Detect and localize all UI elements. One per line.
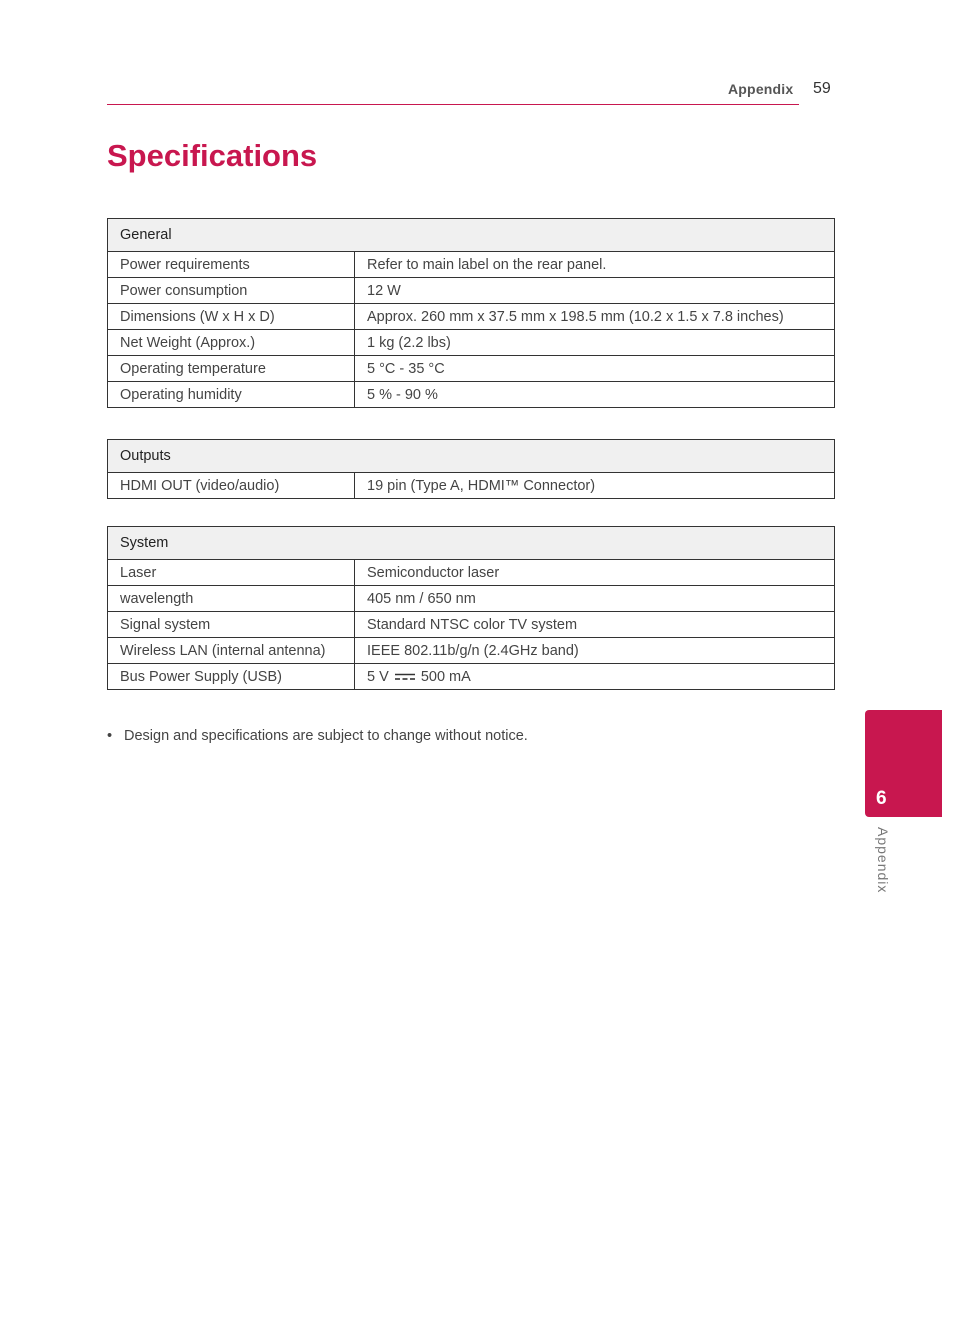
table-row bbox=[108, 638, 835, 664]
spec-value: 12 W bbox=[355, 278, 835, 304]
spec-label: Laser bbox=[108, 560, 355, 586]
spec-value: 405 nm / 650 nm bbox=[355, 586, 835, 612]
system-spec-table bbox=[107, 526, 835, 690]
spec-label: Bus Power Supply (USB) bbox=[108, 664, 355, 690]
spec-label: Net Weight (Approx.) bbox=[108, 330, 355, 356]
outputs-spec-table bbox=[107, 439, 835, 499]
chapter-tab-label: Appendix bbox=[875, 827, 891, 894]
spec-value: Refer to main label on the rear panel. bbox=[355, 252, 835, 278]
spec-value: 5 % - 90 % bbox=[355, 382, 835, 408]
spec-label: Operating temperature bbox=[108, 356, 355, 382]
header-rule bbox=[107, 104, 799, 105]
page-number: 59 bbox=[813, 80, 831, 97]
bullet-icon: • bbox=[107, 728, 113, 744]
spec-label: Wireless LAN (internal antenna) bbox=[108, 638, 355, 664]
spec-label: Power requirements bbox=[108, 252, 355, 278]
table-row bbox=[108, 356, 835, 382]
spec-value: 5 °C - 35 °C bbox=[355, 356, 835, 382]
spec-note bbox=[107, 728, 528, 744]
table-row bbox=[108, 382, 835, 408]
table-row bbox=[108, 586, 835, 612]
outputs-heading: Outputs bbox=[108, 440, 835, 473]
table-row bbox=[108, 473, 835, 499]
chapter-tab bbox=[865, 710, 942, 817]
chapter-number: 6 bbox=[876, 788, 887, 809]
current-value: 500 mA bbox=[420, 668, 471, 685]
spec-value: Semiconductor laser bbox=[355, 560, 835, 586]
table-row bbox=[108, 560, 835, 586]
voltage-value: 5 V bbox=[367, 668, 389, 685]
table-header-row bbox=[108, 440, 835, 473]
spec-label: wavelength bbox=[108, 586, 355, 612]
spec-value: 1 kg (2.2 lbs) bbox=[355, 330, 835, 356]
table-header-row bbox=[108, 219, 835, 252]
note-text: Design and specifications are subject to change without notice. bbox=[124, 728, 528, 744]
general-spec-table bbox=[107, 218, 835, 408]
spec-value: Standard NTSC color TV system bbox=[355, 612, 835, 638]
spec-label: Operating humidity bbox=[108, 382, 355, 408]
spec-label: HDMI OUT (video/audio) bbox=[108, 473, 355, 499]
spec-label: Dimensions (W x H x D) bbox=[108, 304, 355, 330]
table-row bbox=[108, 330, 835, 356]
spec-value: IEEE 802.11b/g/n (2.4GHz band) bbox=[355, 638, 835, 664]
spec-value: 19 pin (Type A, HDMI™ Connector) bbox=[355, 473, 835, 499]
table-row bbox=[108, 664, 835, 690]
header-section-label: Appendix bbox=[728, 81, 794, 97]
table-row bbox=[108, 612, 835, 638]
table-row bbox=[108, 278, 835, 304]
spec-value: Approx. 260 mm x 37.5 mm x 198.5 mm (10.2 x 1.5 x 7.8 inches) bbox=[355, 304, 835, 330]
table-row bbox=[108, 252, 835, 278]
page-title: Specifications bbox=[107, 138, 318, 173]
dc-current-icon bbox=[395, 673, 415, 681]
table-header-row bbox=[108, 527, 835, 560]
spec-label: Signal system bbox=[108, 612, 355, 638]
spec-value bbox=[355, 664, 835, 690]
general-heading: General bbox=[108, 219, 835, 252]
spec-label: Power consumption bbox=[108, 278, 355, 304]
table-row bbox=[108, 304, 835, 330]
system-heading: System bbox=[108, 527, 835, 560]
